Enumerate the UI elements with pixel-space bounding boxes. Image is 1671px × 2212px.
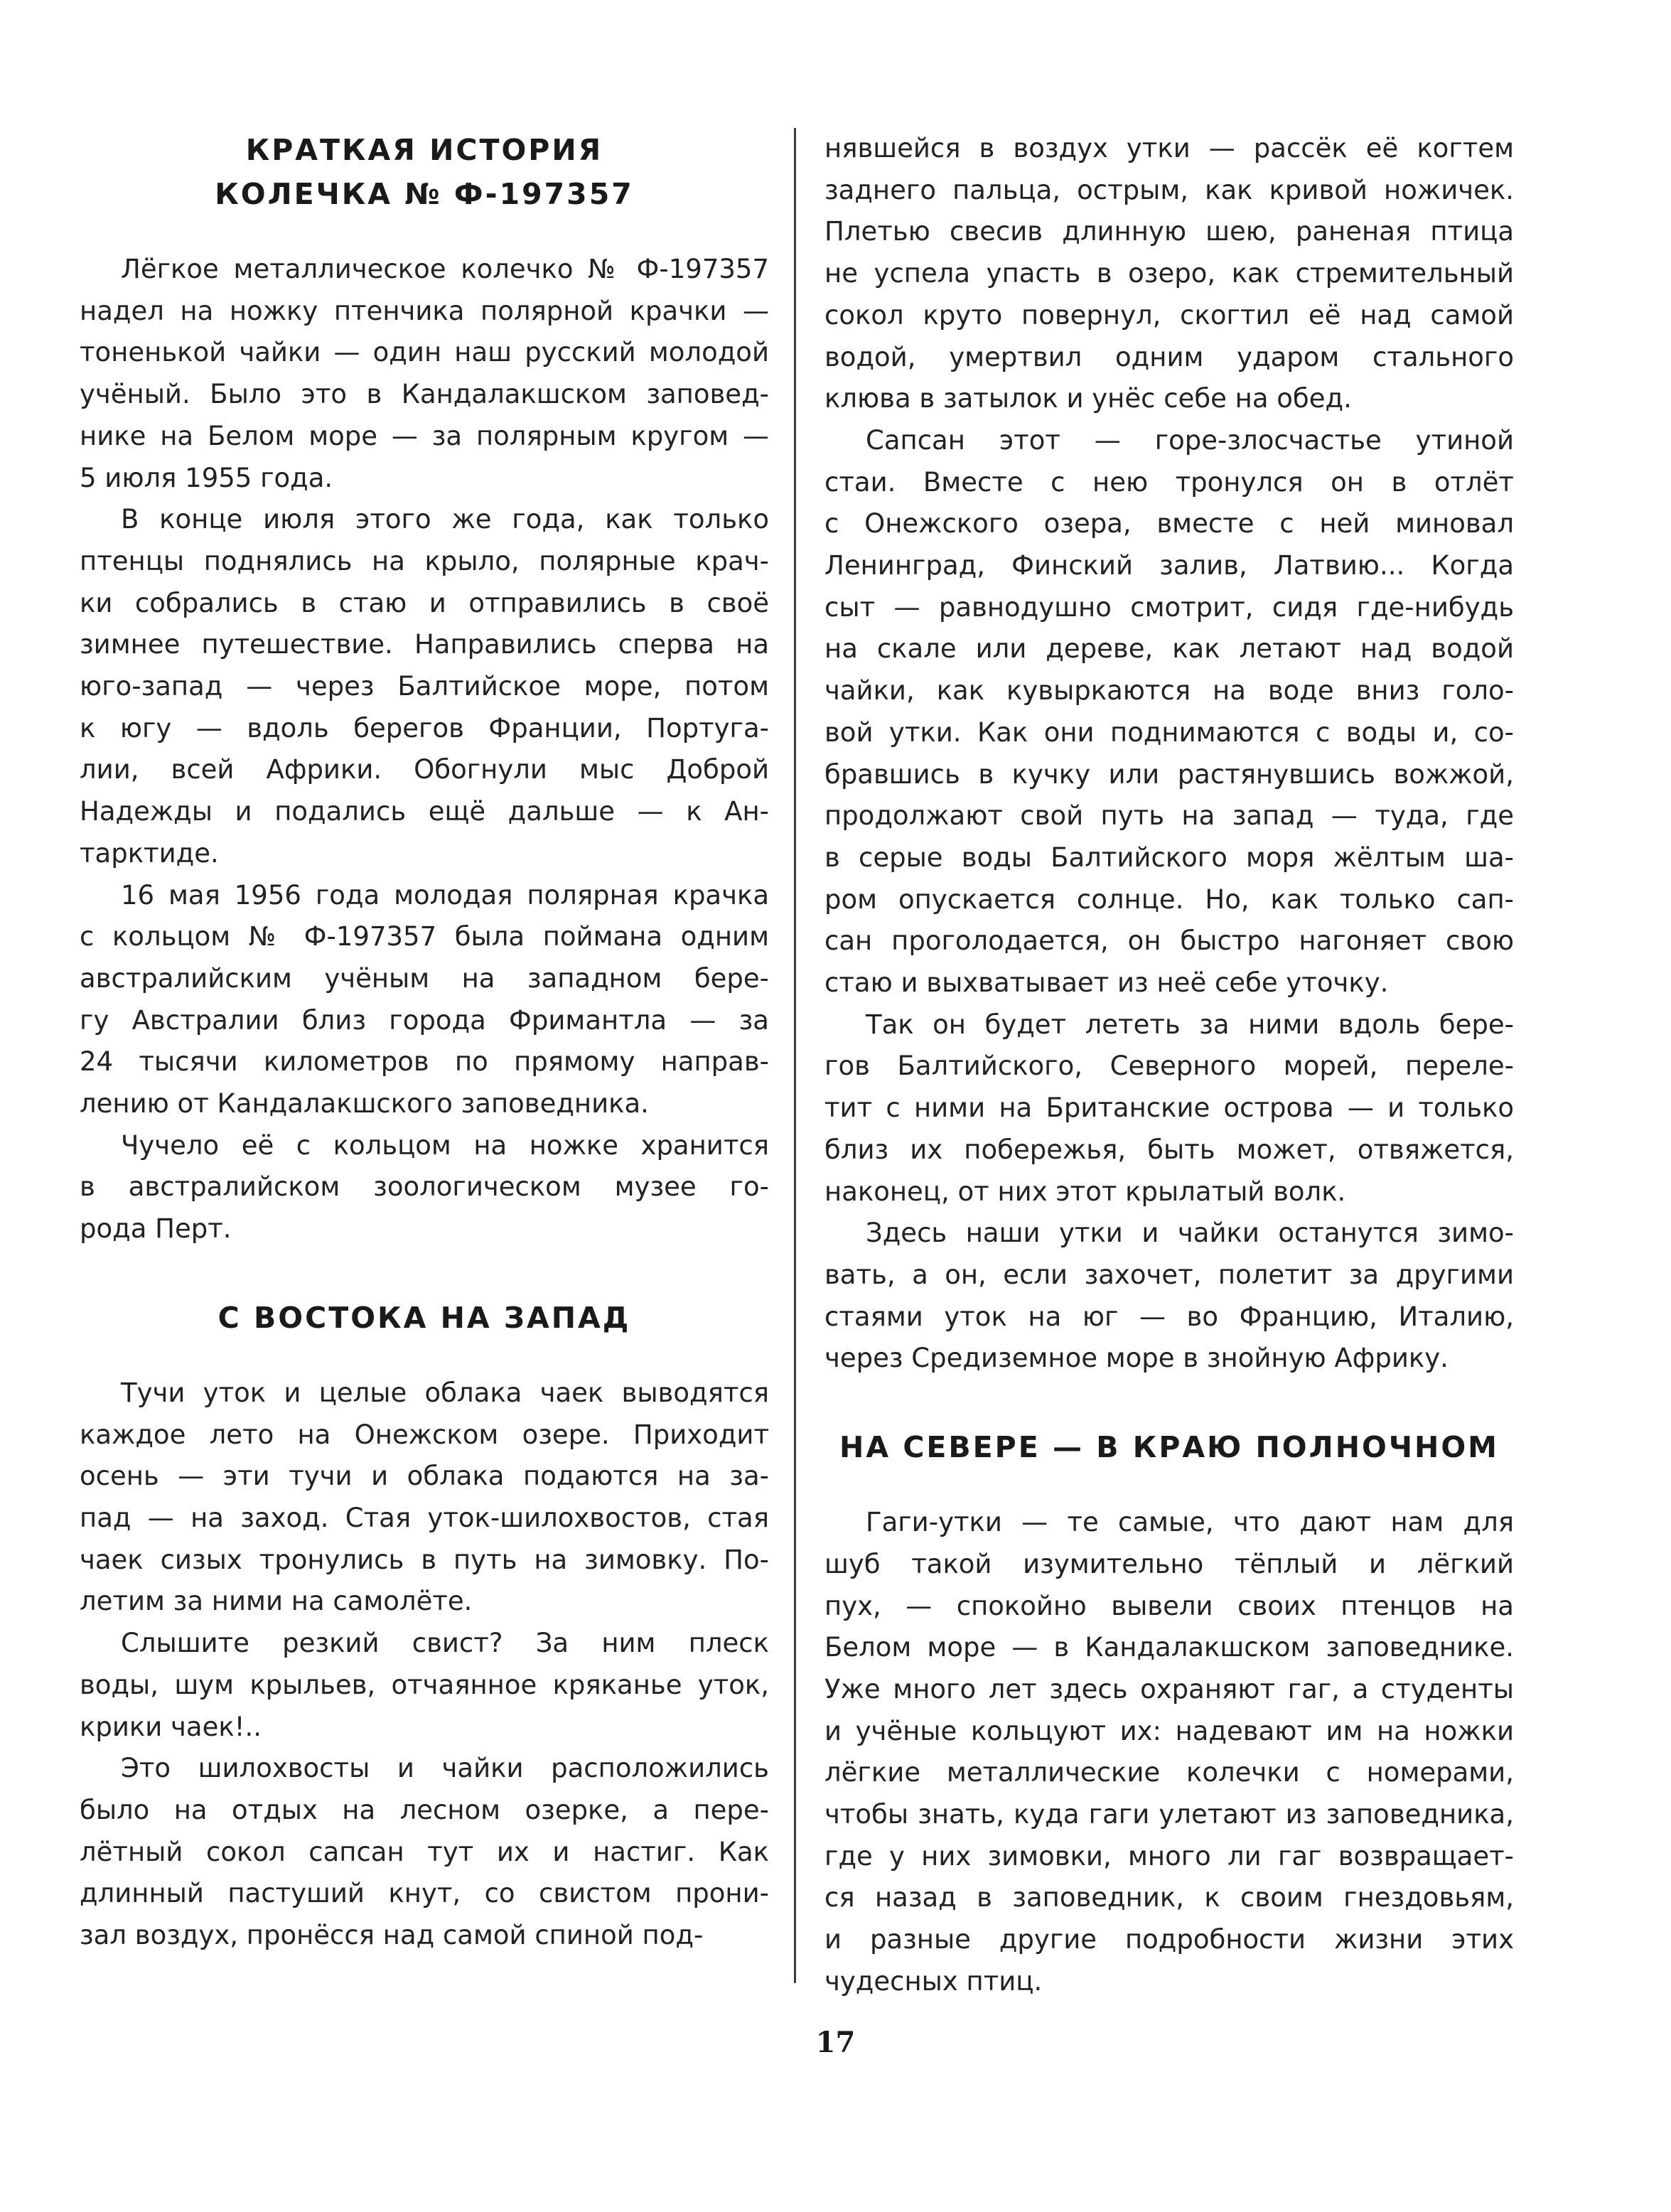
paragraph bbox=[80, 1748, 769, 1957]
paragraph bbox=[80, 1373, 769, 1623]
text-line: лётный сокол сапсан тут их и настиг. Как bbox=[80, 1836, 769, 1867]
text-line: сыт — равнодушно смотрит, сидя где-нибудь bbox=[824, 591, 1514, 623]
section-body-north bbox=[824, 1502, 1514, 2002]
text-line: лии, всей Африки. Обогнули мыс Доброй bbox=[80, 754, 769, 785]
text-line: сан проголодается, он быстро нагоняет свою bbox=[824, 925, 1514, 957]
text-line: птенцы поднялись на крыло, полярные крач- bbox=[80, 545, 769, 576]
right-column bbox=[824, 128, 1514, 2003]
text-line: зимнее путешествие. Направились сперва на bbox=[80, 629, 769, 660]
text-line: Белом море — в Кандалакшском заповеднике. bbox=[824, 1632, 1514, 1663]
page-number: 17 bbox=[815, 2026, 856, 2059]
text-line: длинный пастуший кнут, со свистом прони- bbox=[80, 1878, 769, 1909]
text-line: сокол круто повернул, скогтил её над самой bbox=[824, 299, 1514, 331]
text-line: юго-запад — через Балтийское море, потом bbox=[80, 671, 769, 702]
left-column bbox=[80, 128, 769, 1957]
paragraph bbox=[80, 1623, 769, 1748]
text-line: чайки, как кувыркаются на воде вниз голо- bbox=[824, 675, 1514, 707]
text-line: крики чаек!.. bbox=[80, 1711, 262, 1742]
title-line: НА СЕВЕРЕ — В КРАЮ ПОЛНОЧНОМ bbox=[839, 1430, 1499, 1465]
paragraph bbox=[824, 128, 1514, 420]
text-line: пух, — спокойно вывели своих птенцов на bbox=[824, 1590, 1514, 1621]
text-line: ром опускается солнце. Но, как только сап- bbox=[824, 884, 1514, 915]
text-line: заднего пальца, острым, как кривой ножичек. bbox=[824, 174, 1514, 205]
text-line: ки собрались в стаю и отправились в своё bbox=[80, 587, 769, 618]
text-line: Так он будет лететь за ними вдоль бере- bbox=[866, 1009, 1514, 1040]
section-title-ring-history bbox=[80, 128, 769, 216]
text-line: стаи. Вместе с нею тронулся он в отлёт bbox=[824, 466, 1514, 498]
text-line: Сапсан этот — горе-злосчастье утиной bbox=[866, 424, 1514, 456]
text-line: клюва в затылок и унёс себе на обед. bbox=[824, 383, 1352, 414]
text-line: в австралийском зоологическом музее го- bbox=[80, 1171, 769, 1203]
text-line: чтобы знать, куда гаги улетают из заповедника, bbox=[824, 1799, 1514, 1830]
text-line: воды, шум крыльев, отчаянное кряканье уток, bbox=[80, 1669, 769, 1700]
text-line: тит с ними на Британские острова — и только bbox=[824, 1092, 1514, 1124]
paragraph bbox=[80, 1125, 769, 1250]
text-line: стаями уток на юг — во Францию, Италию, bbox=[824, 1301, 1514, 1332]
text-line: Тучи уток и целые облака чаек выводятся bbox=[121, 1377, 769, 1408]
text-line: зал воздух, пронёсся над самой спиной под- bbox=[80, 1920, 704, 1951]
text-line: к югу — вдоль берегов Франции, Португа- bbox=[80, 712, 769, 743]
text-line: учёный. Было это в Кандалакшском заповед- bbox=[80, 379, 769, 410]
paragraph bbox=[824, 1004, 1514, 1213]
paragraph bbox=[80, 499, 769, 874]
text-line: на скале или дереве, как летают над водой bbox=[824, 633, 1514, 665]
text-line: Здесь наши утки и чайки останутся зимо- bbox=[866, 1218, 1514, 1249]
text-line: Слышите резкий свист? За ним плеск bbox=[121, 1628, 769, 1659]
text-line: с кольцом № Ф-197357 была поймана одним bbox=[80, 921, 769, 952]
text-line: гу Австралии близ города Фримантла — за bbox=[80, 1004, 769, 1036]
text-line: гов Балтийского, Северного морей, переле- bbox=[824, 1051, 1514, 1082]
text-line: рода Перт. bbox=[80, 1213, 232, 1245]
title-line: С ВОСТОКА НА ЗАПАД bbox=[217, 1300, 631, 1335]
column-divider bbox=[794, 128, 796, 1983]
text-line: каждое лето на Онежском озере. Приходит bbox=[80, 1419, 769, 1450]
text-line: вать, а он, если захочет, полетит за другими bbox=[824, 1259, 1514, 1290]
section-title-north bbox=[824, 1425, 1514, 1469]
paragraph bbox=[80, 875, 769, 1125]
text-line: Гаги-утки — те самые, что дают нам для bbox=[866, 1507, 1514, 1538]
text-line: и разные другие подробности жизни этих bbox=[824, 1924, 1514, 1955]
text-line: шуб такой изумительно тёплый и лёгкий bbox=[824, 1548, 1514, 1579]
text-line: с Онежского озера, вместе с ней миновал bbox=[824, 508, 1514, 539]
text-line: продолжают свой путь на запад — туда, где bbox=[824, 800, 1514, 832]
text-line: стаю и выхватывает из неё себе уточку. bbox=[824, 967, 1389, 999]
section-body-east-to-west bbox=[80, 1373, 769, 1957]
section-title-east-to-west bbox=[80, 1296, 769, 1340]
text-line: летим за ними на самолёте. bbox=[80, 1586, 473, 1617]
text-line: Это шилохвосты и чайки расположились bbox=[121, 1753, 769, 1784]
text-line: осень — эти тучи и облака подаются на за- bbox=[80, 1461, 769, 1492]
text-line: чаек сизых тронулись в путь на зимовку. По- bbox=[80, 1544, 769, 1575]
continued-paragraph bbox=[824, 128, 1514, 420]
text-line: через Средиземное море в знойную Африку. bbox=[824, 1343, 1449, 1374]
text-line: в серые воды Балтийского моря жёлтым ша- bbox=[824, 842, 1514, 873]
text-line: Чучело её с кольцом на ножке хранится bbox=[121, 1129, 769, 1161]
paragraph bbox=[80, 249, 769, 499]
text-line: лёгкие металлические колечки с номерами, bbox=[824, 1757, 1514, 1788]
text-line: ся назад в заповедник, к своим гнездовьям, bbox=[824, 1882, 1514, 1913]
text-line: было на отдых на лесном озерке, а пере- bbox=[80, 1794, 769, 1825]
text-line: водой, умертвил одним ударом стального bbox=[824, 341, 1514, 372]
text-line: 24 тысячи километров по прямому направ- bbox=[80, 1046, 769, 1078]
text-line: тоненькой чайки — один наш русский молодой bbox=[80, 337, 769, 368]
text-line: и учёные кольцуют их: надевают им на ножки bbox=[824, 1715, 1514, 1746]
text-line: австралийским учёным на западном бере- bbox=[80, 962, 769, 994]
text-line: чудесных птиц. bbox=[824, 1965, 1043, 1997]
text-line: Ленинград, Финский залив, Латвию... Когда bbox=[824, 550, 1514, 581]
text-line: близ их побережья, быть может, отвяжется, bbox=[824, 1134, 1514, 1165]
text-line: 5 июля 1955 года. bbox=[80, 462, 333, 493]
title-line: КОЛЕЧКА № Ф-197357 bbox=[215, 177, 634, 211]
section-body-ring-history bbox=[80, 249, 769, 1250]
text-line: Уже много лет здесь охраняют гаг, а студенты bbox=[824, 1673, 1514, 1704]
text-line: нявшейся в воздух утки — рассёк её когтем bbox=[824, 133, 1514, 163]
text-line: пад — на заход. Стая уток-шилохвостов, стая bbox=[80, 1502, 769, 1533]
text-line: бравшись в кучку или растянувшись вожжой, bbox=[824, 758, 1514, 790]
text-line: тарктиде. bbox=[80, 837, 219, 869]
text-line: Надежды и подались ещё дальше — к Ан- bbox=[80, 796, 769, 827]
text-line: 16 мая 1956 года молодая полярная крачка bbox=[121, 879, 769, 911]
text-line: В конце июля этого же года, как только bbox=[121, 504, 769, 535]
paragraph bbox=[824, 1213, 1514, 1380]
text-line: наконец, от них этот крылатый волк. bbox=[824, 1176, 1346, 1207]
text-line: Лёгкое металлическое колечко № Ф-197357 bbox=[121, 254, 769, 284]
text-line: Плетью свесив длинную шею, раненая птица bbox=[824, 216, 1514, 247]
text-line: где у них зимовки, много ли гаг возвращает- bbox=[824, 1840, 1514, 1872]
right-paragraphs bbox=[824, 420, 1514, 1380]
text-line: нике на Белом море — за полярным кругом — bbox=[80, 420, 769, 451]
paragraph bbox=[824, 1502, 1514, 2002]
text-line: лению от Кандалакшского заповедника. bbox=[80, 1088, 649, 1120]
paragraph bbox=[824, 420, 1514, 1004]
title-line: КРАТКАЯ ИСТОРИЯ bbox=[245, 133, 603, 167]
text-line: надел на ножку птенчика полярной крачки — bbox=[80, 295, 769, 326]
text-line: не успела упасть в озеро, как стремительный bbox=[824, 258, 1514, 289]
text-line: вой утки. Как они поднимаются с воды и, со- bbox=[824, 716, 1514, 748]
